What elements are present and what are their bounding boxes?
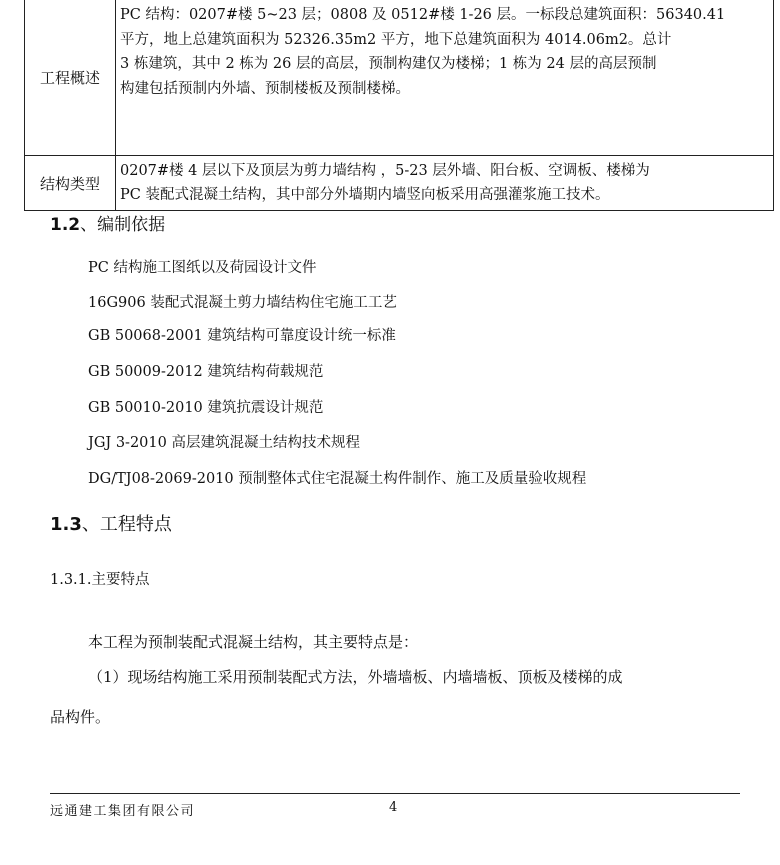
overview-line: 构建包括预制内外墙、预制楼板及预制楼梯。 — [120, 80, 410, 97]
structure-type-line: PC 装配式混凝土结构，其中部分外墙期内墙竖向板采用高强灌浆施工技术。 — [120, 187, 610, 203]
row-content-overview — [116, 0, 774, 156]
section-number: 1.3 — [50, 514, 82, 535]
project-info-table — [24, 0, 774, 211]
table-row-overview — [25, 0, 774, 156]
row-content-structure-type — [116, 156, 774, 211]
reference-item: 16G906 装配式混凝土剪力墙结构住宅施工工艺 — [88, 295, 397, 311]
section-heading-1-3 — [50, 510, 172, 536]
body-paragraph: （1）现场结构施工采用预制装配式方法，外墙墙板、内墙墙板、顶板及楼梯的成 — [88, 668, 623, 686]
body-paragraph: 品构件。 — [50, 708, 111, 726]
subheading-main-features: 1.3.1.主要特点 — [50, 572, 150, 588]
structure-type-line: 0207#楼 4 层以下及顶层为剪力墙结构 ，5-23 层外墙、阳台板、空调板、楼梯为 — [120, 163, 650, 179]
reference-item: JGJ 3-2010 高层建筑混凝土结构技术规程 — [88, 435, 360, 451]
section-title: 、工程特点 — [81, 514, 172, 535]
reference-item: GB 50010-2010 建筑抗震设计规范 — [88, 400, 324, 416]
reference-item: GB 50068-2001 建筑结构可靠度设计统一标准 — [88, 328, 396, 344]
section-number: 1.2 — [50, 215, 81, 235]
row-label-structure-type: 结构类型 — [25, 156, 116, 211]
reference-item: DG/TJ08-2069-2010 预制整体式住宅混凝土构件制作、施工及质量验收规程 — [88, 471, 587, 487]
row-label-overview: 工程概述 — [25, 0, 116, 156]
overview-line: 3 栋建筑，其中 2 栋为 26 层的高层，预制构建仅为楼梯；1 栋为 24 层的高层预制 — [120, 56, 657, 72]
section-title: 、编制依据 — [80, 215, 166, 235]
reference-item: PC 结构施工图纸以及荷园设计文件 — [88, 260, 317, 276]
body-paragraph: 本工程为预制装配式混凝土结构，其主要特点是： — [88, 633, 419, 651]
reference-item: GB 50009-2012 建筑结构荷载规范 — [88, 364, 324, 380]
section-heading-1-2 — [50, 210, 165, 235]
footer-company: 远通建工集团有限公司 — [50, 804, 196, 819]
table-row-structure-type — [25, 156, 774, 211]
overview-line: PC 结构：0207#楼 5~23 层；0808 及 0512#楼 1-26 层。一标段总建筑面积：56340.41 — [120, 7, 726, 23]
footer-divider — [50, 793, 740, 794]
page-number: 4 — [389, 800, 398, 815]
overview-line: 平方，地上总建筑面积为 52326.35m2 平方，地下总建筑面积为 4014.06m2。总计 — [120, 31, 672, 48]
